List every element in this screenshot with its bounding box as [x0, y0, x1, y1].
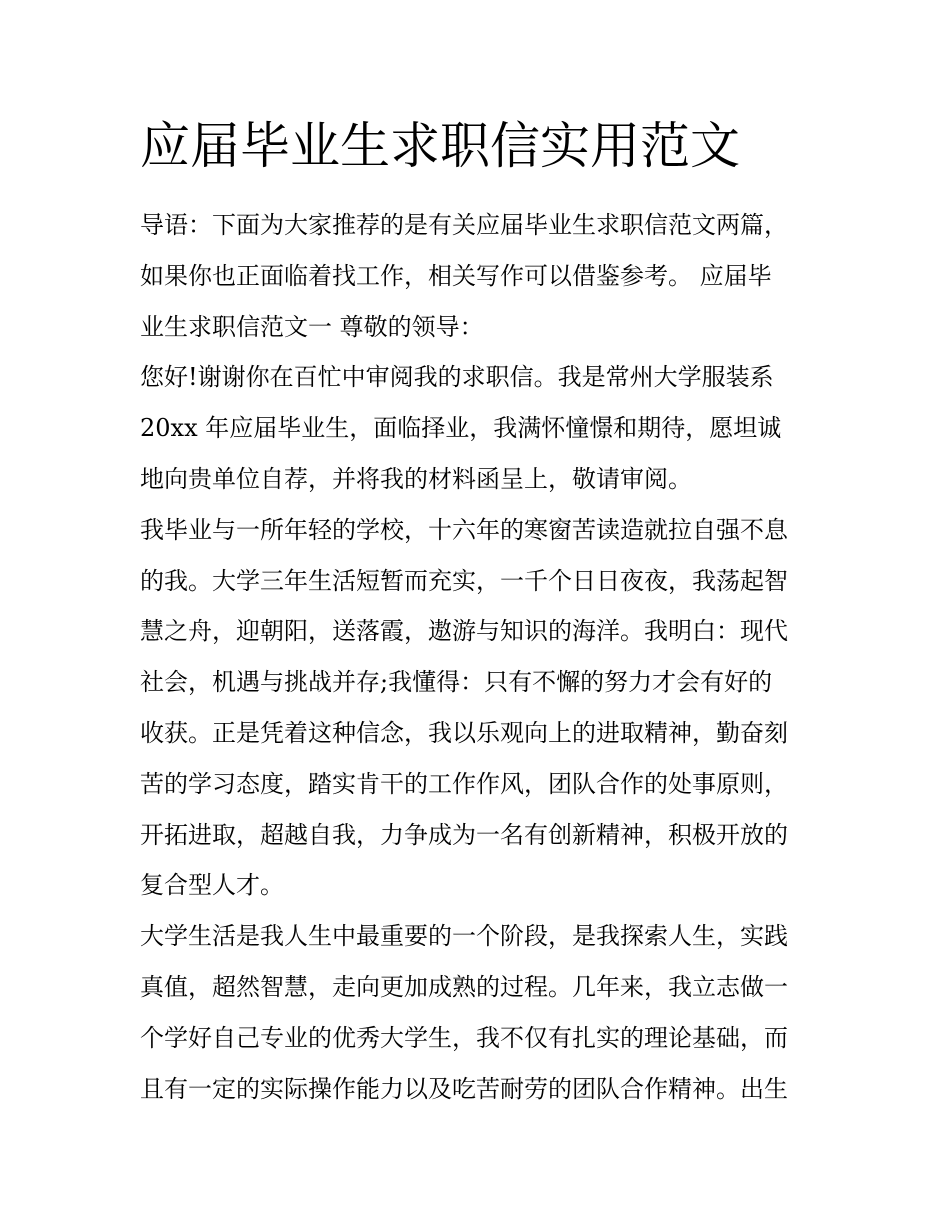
body-line: 如果你也正面临着找工作，相关写作可以借鉴参考。 应届毕 [140, 261, 772, 290]
body-line: 导语：下面为大家推荐的是有关应届毕业生求职信范文两篇， [140, 211, 788, 239]
document-title: 应届毕业生求职信实用范文 [140, 117, 740, 175]
body-line: 个学好自己专业的优秀大学生，我不仅有扎实的理论基础，而 [140, 1023, 788, 1052]
body-line: 我毕业与一所年轻的学校，十六年的寒窗苦读造就拉自强不息 [140, 515, 788, 544]
body-line: 开拓进取，超越自我，力争成为一名有创新精神，积极开放的 [140, 820, 788, 849]
body-line: 复合型人才。 [140, 871, 284, 900]
body-line: 的我。大学三年生活短暂而充实，一千个日日夜夜，我荡起智 [140, 566, 788, 595]
body-line: 社会，机遇与挑战并存;我懂得：只有不懈的努力才会有好的 [140, 668, 773, 697]
body-line: 慧之舟，迎朝阳，送落霞，遨游与知识的海洋。我明白：现代 [140, 617, 788, 646]
body-line: 收获。正是凭着这种信念，我以乐观向上的进取精神，勤奋刻 [140, 718, 788, 747]
body-line: 您好!谢谢你在百忙中审阅我的求职信。我是常州大学服装系 [140, 363, 774, 392]
body-line: 20xx 年应届毕业生，面临择业，我满怀憧憬和期待，愿坦诚 [140, 414, 782, 443]
body-line: 真值，超然智慧，走向更加成熟的过程。几年来，我立志做一 [140, 972, 788, 1001]
document-body [140, 200, 812, 1114]
body-line: 业生求职信范文一 尊敬的领导： [140, 312, 484, 341]
body-line: 苦的学习态度，踏实肯干的工作作风，团队合作的处事原则， [140, 769, 788, 798]
body-line: 地向贵单位自荐，并将我的材料函呈上，敬请审阅。 [140, 464, 692, 493]
body-line: 且有一定的实际操作能力以及吃苦耐劳的团队合作精神。出生 [140, 1074, 788, 1103]
body-line: 大学生活是我人生中最重要的一个阶段，是我探索人生，实践 [140, 922, 788, 951]
